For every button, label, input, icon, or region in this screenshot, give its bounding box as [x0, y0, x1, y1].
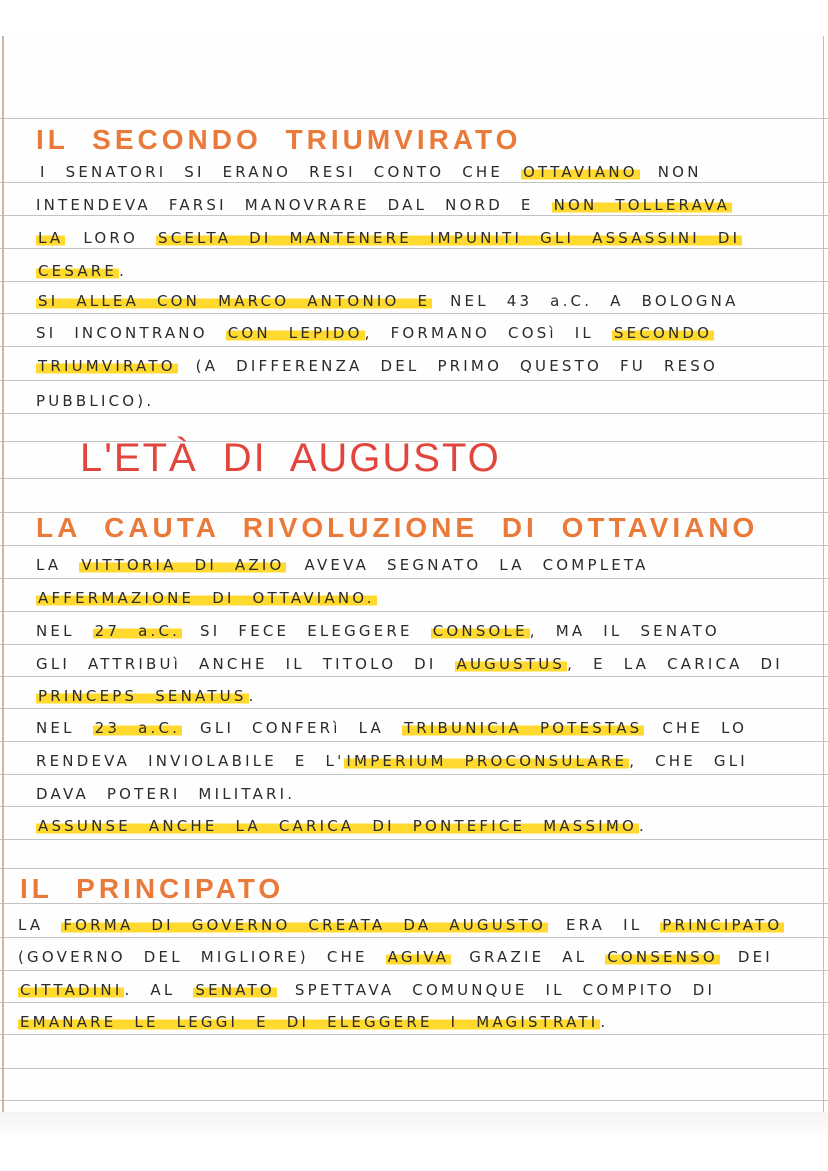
ruled-line	[0, 806, 828, 807]
ruled-line	[0, 676, 828, 677]
text-line	[36, 324, 714, 342]
section-heading-cauta-rivoluzione: LA CAUTA RIVOLUZIONE DI OTTAVIANO	[36, 512, 759, 543]
text-segment: NEL	[36, 622, 93, 640]
ruled-line	[0, 118, 828, 119]
text-line	[18, 916, 784, 934]
ruled-line	[0, 1100, 828, 1101]
highlighted-text: OTTAVIANO	[523, 163, 638, 181]
text-segment: SPETTAVA COMUNQUE IL COMPITO DI	[276, 981, 716, 999]
text-segment: NON	[639, 163, 702, 181]
text-segment: . AL	[124, 981, 194, 999]
text-segment: PUBBLICO).	[36, 392, 155, 410]
ruled-line	[0, 644, 828, 645]
text-segment: (A DIFFERENZA DEL PRIMO QUESTO FU RESO	[177, 357, 718, 375]
ruled-line	[0, 281, 828, 282]
text-segment: I SENATORI SI ERANO RESI CONTO CHE	[40, 163, 522, 181]
ruled-line	[0, 1002, 828, 1003]
text-line	[36, 556, 649, 574]
text-line	[36, 785, 295, 803]
text-line	[36, 817, 647, 835]
text-segment: .	[248, 687, 257, 705]
ruled-line	[0, 937, 828, 938]
text-segment: SI INCONTRANO	[36, 324, 226, 342]
text-segment: DAVA POTERI MILITARI.	[36, 785, 296, 803]
text-segment: LA	[36, 556, 80, 574]
highlighted-text: ASSUNSE ANCHE LA CARICA DI PONTEFICE MASSIMO	[38, 817, 638, 835]
page-bottom-edge	[0, 1112, 828, 1136]
ruled-line	[0, 774, 828, 775]
ruled-line	[0, 182, 828, 183]
highlighted-text: CESARE	[38, 262, 118, 280]
highlighted-text: CONSOLE	[432, 622, 528, 640]
highlighted-text: IMPERIUM PROCONSULARE	[346, 752, 628, 770]
ruled-line	[0, 970, 828, 971]
text-line	[18, 1013, 608, 1031]
text-segment: AVEVA SEGNATO LA COMPLETA	[286, 556, 649, 574]
ruled-line	[0, 868, 828, 869]
text-segment: , CHE GLI	[629, 752, 748, 770]
text-segment: RENDEVA INVIOLABILE E L'	[36, 752, 345, 770]
highlighted-text: CON LEPIDO	[227, 324, 363, 342]
main-title-eta-di-augusto: L'ETÀ DI AUGUSTO	[80, 436, 501, 480]
text-line	[36, 655, 783, 673]
ruled-line	[0, 611, 828, 612]
ruled-line	[0, 741, 828, 742]
highlighted-text: AUGUSTUS	[456, 655, 566, 673]
highlighted-text: PRINCEPS SENATUS	[38, 687, 247, 705]
text-segment: , FORMANO COSì IL	[364, 324, 612, 342]
text-line	[36, 687, 257, 705]
highlighted-text: FORMA DI GOVERNO CREATA DA AUGUSTO	[63, 916, 546, 934]
text-line	[36, 262, 127, 280]
text-line	[36, 622, 720, 640]
text-segment: NEL	[36, 719, 93, 737]
highlighted-text: SENATO	[195, 981, 275, 999]
text-segment: SI FECE ELEGGERE	[182, 622, 431, 640]
text-line	[36, 719, 747, 737]
section-heading-principato: IL PRINCIPATO	[20, 873, 285, 904]
ruled-line	[0, 839, 828, 840]
ruled-line	[0, 1034, 828, 1035]
text-segment: (GOVERNO DEL MIGLIORE) CHE	[18, 948, 386, 966]
highlighted-text: TRIUMVIRATO	[38, 357, 176, 375]
text-segment: .	[639, 817, 647, 835]
highlighted-text: LA	[38, 229, 64, 247]
ruled-line	[0, 248, 828, 249]
text-line	[36, 196, 732, 214]
highlighted-text: SECONDO	[613, 324, 713, 342]
text-line	[36, 589, 377, 607]
highlighted-text: NON TOLLERAVA	[553, 196, 731, 214]
highlighted-text: 23 a.C.	[94, 719, 181, 737]
text-segment: GLI CONFERì LA	[182, 719, 402, 737]
text-segment: ERA IL	[547, 916, 661, 934]
section-heading-secondo-triumvirato: IL SECONDO TRIUMVIRATO	[36, 124, 522, 155]
text-segment: LA	[18, 916, 62, 934]
ruled-line	[0, 346, 828, 347]
highlighted-text: CITTADINI	[20, 981, 123, 999]
ruled-line	[0, 380, 828, 381]
text-segment: GLI ATTRIBUì ANCHE IL TITOLO DI	[36, 655, 455, 673]
ruled-line	[0, 313, 828, 314]
text-segment: , MA IL SENATO	[529, 622, 720, 640]
text-line	[40, 163, 702, 181]
highlighted-text: EMANARE LE LEGGI E DI ELEGGERE I MAGISTRATI	[20, 1013, 599, 1031]
text-segment: CHE LO	[644, 719, 748, 737]
ruled-line	[0, 545, 828, 546]
text-line	[18, 948, 773, 966]
highlighted-text: TRIBUNICIA POTESTAS	[403, 719, 643, 737]
text-segment: .	[119, 262, 128, 280]
text-line	[36, 752, 748, 770]
text-segment: NEL 43 a.C. A BOLOGNA	[432, 292, 739, 310]
text-segment: , E LA CARICA DI	[567, 655, 783, 673]
highlighted-text: SCELTA DI MANTENERE IMPUNITI GLI ASSASSINI DI	[157, 229, 741, 247]
ruled-line	[0, 1068, 828, 1069]
text-line	[36, 357, 718, 375]
ruled-line	[0, 578, 828, 579]
highlighted-text: AFFERMAZIONE DI OTTAVIANO.	[38, 589, 375, 607]
highlighted-text: VITTORIA DI AZIO	[81, 556, 285, 574]
highlighted-text: AGIVA	[387, 948, 450, 966]
text-segment: GRAZIE AL	[451, 948, 606, 966]
text-line	[36, 229, 742, 247]
text-segment: DEI	[719, 948, 773, 966]
text-line	[36, 392, 154, 410]
highlighted-text: SI ALLEA CON MARCO ANTONIO E	[38, 292, 431, 310]
ruled-line	[0, 708, 828, 709]
text-segment: .	[600, 1013, 609, 1031]
ruled-line	[0, 413, 828, 414]
ruled-line	[0, 215, 828, 216]
highlighted-text: 27 a.C.	[94, 622, 181, 640]
text-segment: INTENDEVA FARSI MANOVRARE DAL NORD E	[36, 196, 552, 214]
text-line	[18, 981, 715, 999]
text-line	[36, 292, 739, 310]
highlighted-text: CONSENSO	[607, 948, 718, 966]
text-segment: LORO	[65, 229, 156, 247]
highlighted-text: PRINCIPATO	[662, 916, 783, 934]
